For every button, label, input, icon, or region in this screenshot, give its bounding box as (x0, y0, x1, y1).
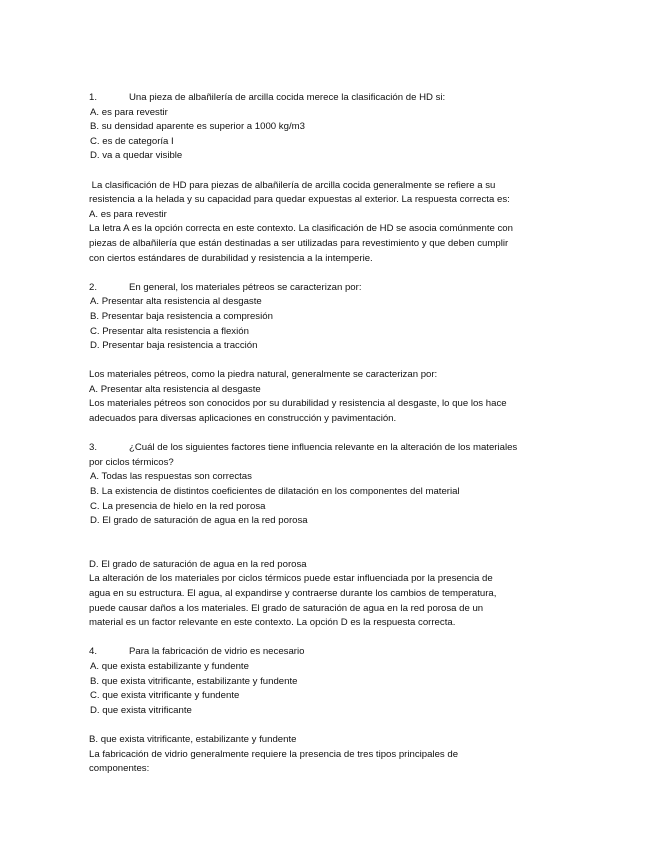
answer-line: La fabricación de vidrio generalmente requiere la presencia de tres tipos principales de (89, 748, 459, 760)
answer-line: Los materiales pétreos, como la piedra natural, generalmente se caracterizan por: (89, 369, 438, 381)
answer-line: A. es para revestir (89, 208, 167, 220)
answer-line: D. El grado de saturación de agua en la red porosa (89, 558, 307, 570)
answer-line: puede causar daños a los materiales. El grado de saturación de agua en la red porosa de un (89, 602, 484, 614)
document-page (89, 91, 569, 777)
spacer (89, 718, 569, 733)
option: B. Presentar baja resistencia a compresión (90, 310, 273, 322)
option: C. Presentar alta resistencia a flexión (90, 325, 249, 337)
answer-line: La clasificación de HD para piezas de albañilería de arcilla cocida generalmente se refiere a su (89, 179, 496, 191)
answer-line: componentes: (89, 763, 150, 775)
spacer (89, 631, 569, 646)
question-3 (89, 441, 569, 456)
answer-line: A. Presentar alta resistencia al desgaste (89, 383, 261, 395)
question-number: 3. (89, 442, 98, 454)
spacer (89, 529, 569, 558)
question-text: Una pieza de albañilería de arcilla cocida merece la clasificación de HD si: (129, 92, 446, 103)
option: D. que exista vitrificante (90, 704, 192, 716)
answer-line: Los materiales pétreos son conocidos por su durabilidad y resistencia al desgaste, lo que los hace (89, 398, 507, 410)
answer-line: material es un factor relevante en este contexto. La opción D es la respuesta correcta. (89, 617, 456, 629)
question-number: 1. (89, 92, 98, 103)
spacer (89, 266, 569, 281)
question-number: 4. (89, 646, 98, 658)
answer-line: La letra A es la opción correcta en este contexto. La clasificación de HD se asocia comúnmente con (89, 223, 513, 235)
answer-line: B. que exista vitrificante, estabilizante y fundente (89, 733, 297, 745)
option: A. Todas las respuestas son correctas (90, 471, 252, 483)
option: B. La existencia de distintos coeficientes de dilatación en los componentes del material (90, 486, 460, 498)
option: C. que exista vitrificante y fundente (90, 690, 240, 702)
question-2 (89, 281, 569, 296)
question-4 (89, 645, 569, 660)
answer-line: adecuados para diversas aplicaciones en construcción y pavimentación. (89, 413, 397, 425)
answer-line: con ciertos estándares de durabilidad y resistencia a la intemperie. (89, 252, 373, 264)
spacer (89, 354, 569, 369)
question-text: ¿Cuál de los siguientes factores tiene influencia relevante en la alteración de los materiales (129, 442, 518, 454)
option: A. es para revestir (90, 106, 168, 118)
answer-line: resistencia a la helada y su capacidad para quedar expuestas al exterior. La respuesta correcta es: (89, 194, 510, 206)
option: D. Presentar baja resistencia a tracción (90, 340, 258, 352)
question-1 (89, 91, 569, 106)
option: B. que exista vitrificante, estabilizante y fundente (90, 675, 298, 687)
answer-line: agua en su estructura. El agua, al expandirse y contraerse durante los cambios de temperatura, (89, 588, 497, 599)
answer-line: piezas de albañilería que están destinadas a ser utilizadas para revestimiento y que deben cumplir (89, 237, 509, 249)
question-number: 2. (89, 281, 98, 293)
answer-line: La alteración de los materiales por ciclos térmicos puede estar influenciada por la presencia de (89, 573, 493, 585)
option: A. que exista estabilizante y fundente (90, 660, 249, 672)
spacer (89, 427, 569, 442)
option: D. va a quedar visible (90, 150, 183, 162)
question-text: Para la fabricación de vidrio es necesario (129, 646, 305, 658)
option: D. El grado de saturación de agua en la red porosa (90, 515, 308, 527)
spacer (89, 164, 569, 179)
option: C. es de categoría I (90, 135, 174, 147)
question-text: En general, los materiales pétreos se caracterizan por: (129, 281, 362, 293)
question-text-continued: por ciclos térmicos? (89, 456, 174, 468)
option: B. su densidad aparente es superior a 1000 kg/m3 (90, 121, 305, 133)
option: A. Presentar alta resistencia al desgaste (90, 296, 262, 308)
option: C. La presencia de hielo en la red porosa (90, 500, 266, 512)
